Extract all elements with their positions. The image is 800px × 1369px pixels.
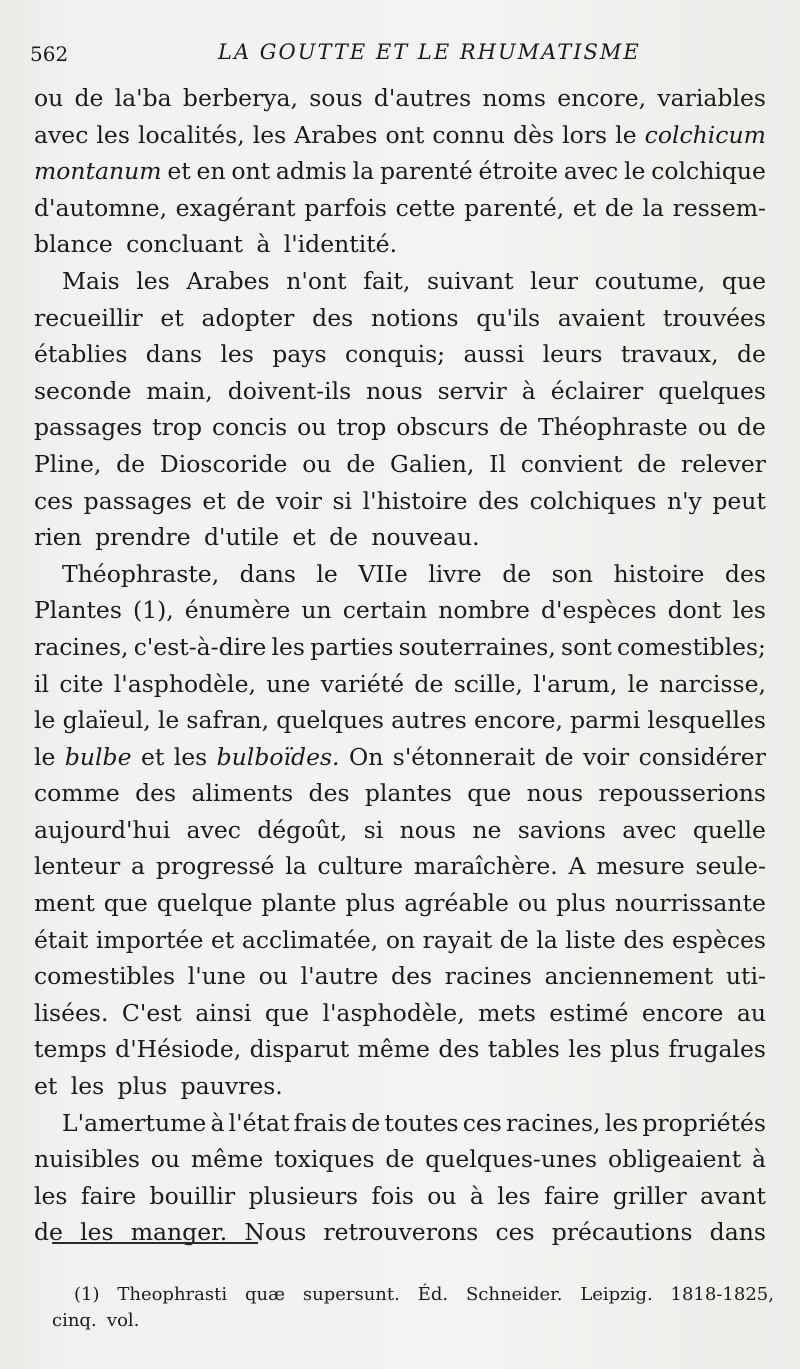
text-line: nuisibles ou même toxiques de quelques-unes obligeaient à [34, 1145, 766, 1174]
text-line: blance concluant à l'identité. [34, 230, 398, 259]
text-line: il cite l'asphodèle, une variété de scille, l'arum, le narcisse, [34, 669, 766, 698]
text-line: de les manger. Nous retrouverons ces précautions dans [34, 1218, 766, 1247]
text-line: seconde main, doivent-ils nous servir à éclairer quelques [34, 376, 766, 405]
text-line: Plantes (1), énumère un certain nombre d'espèces dont les [34, 596, 766, 625]
text-line: comme des aliments des plantes que nous repousserions [34, 779, 766, 808]
footnotes [52, 1282, 774, 1334]
page-number: 562 [30, 42, 69, 66]
text-line: et les plus pauvres. [34, 1072, 283, 1101]
footnote-line: cinq. vol. [52, 1310, 140, 1331]
text-line: Mais les Arabes n'ont fait, suivant leur coutume, que [62, 266, 766, 295]
text-line: établies dans les pays conquis; aussi leurs travaux, de [34, 340, 766, 369]
text-line: rien prendre d'utile et de nouveau. [34, 523, 480, 552]
text-line: ment que quelque plante plus agréable ou plus nourrissante [34, 889, 766, 918]
text-line: L'amertume à l'état frais de toutes ces racines, les propriétés [62, 1108, 766, 1137]
text-line: montanum et en ont admis la parenté étroite avec le colchique [34, 157, 766, 186]
text-line: comestibles l'une ou l'autre des racines anciennement uti- [34, 962, 766, 991]
text-line: temps d'Hésiode, disparut même des tables les plus frugales [34, 1035, 766, 1064]
text-line: Pline, de Dioscoride ou de Galien, Il convient de relever [34, 449, 766, 478]
text-line: Théophraste, dans le VIIe livre de son histoire des [62, 559, 766, 588]
text-line: passages trop concis ou trop obscurs de Théophraste ou de [34, 413, 766, 442]
text-line: ou de la'ba berberya, sous d'autres noms encore, variables [34, 84, 766, 112]
text-line: avec les localités, les Arabes ont connu dès lors le colchicum [34, 120, 766, 149]
running-title: LA GOUTTE ET LE RHUMATISME [218, 40, 641, 64]
page-header [30, 38, 770, 68]
text-line: racines, c'est-à-dire les parties souterraines, sont comestibles; [34, 632, 766, 661]
text-line: les faire bouillir plusieurs fois ou à les faire griller avant [34, 1181, 766, 1210]
text-line: était importée et acclimatée, on rayait de la liste des espèces [34, 925, 766, 954]
text-line: ces passages et de voir si l'histoire des colchiques n'y peut [34, 486, 766, 515]
text-line: lisées. C'est ainsi que l'asphodèle, mets estimé encore au [34, 998, 766, 1027]
text-line: lenteur a progressé la culture maraîchère. A mesure seule- [34, 852, 766, 881]
footnote-divider [52, 1242, 258, 1244]
footnote-line: (1) Theophrasti quæ supersunt. Éd. Schneider. Leipzig. 1818-1825, [74, 1284, 774, 1305]
text-line: le bulbe et les bulboïdes. On s'étonnerait de voir considérer [34, 742, 766, 771]
text-line: d'automne, exagérant parfois cette parenté, et de la ressem- [34, 193, 766, 222]
body-text [34, 80, 766, 1251]
text-line: le glaïeul, le safran, quelques autres encore, parmi lesquelles [34, 706, 766, 735]
text-line: aujourd'hui avec dégoût, si nous ne savions avec quelle [34, 815, 766, 844]
text-line: recueillir et adopter des notions qu'ils avaient trouvées [34, 303, 766, 332]
